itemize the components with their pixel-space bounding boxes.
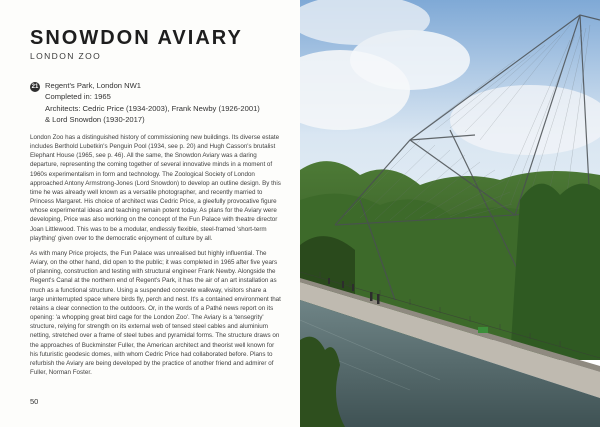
completed-date: Completed in: 1965 xyxy=(45,92,111,102)
address: Regent's Park, London NW1 xyxy=(45,81,142,90)
architects-line-2: & Lord Snowdon (1930-2017) xyxy=(45,115,145,125)
entry-number-badge: 21 xyxy=(31,84,39,90)
page-subtitle: LONDON ZOO xyxy=(30,51,102,61)
building-info xyxy=(45,80,260,126)
aviary-photo-illustration xyxy=(300,0,600,427)
body-paragraph: London Zoo has a distinguished history of commissioning new buildings. Its diverse estate includes Berthold Lubetkin's Penguin Pool (1934, see p. 20) and Hugh Casson's brutalist Elephant House (1965, see p. 46). All the same, the Snowdon Aviary was a daring departure, representing the coming together of several innovative minds in a moment of 1960s experimentalism in form and technology. The Zoological Society of London approached Antony Armstrong-Jones (Lord Snowdon) to develop an outline design. By this time he was already well known as a versatile photographer, and recently married to Princess Margaret. His choice of architect was Cedric Price, a gleefully provocative figure whose experimental ideas and teaching remain potent today. As plans for the Aviary were developing, Price was also working on the concept of the Fun Palace with theatre director Joan Littlewood. This was to be a modular, endlessly flexible, steel-framed 'short-term plaything' given over to the democratic enjoyment of culture by all. xyxy=(30,134,281,242)
aviary-photo xyxy=(300,0,600,427)
page-number: 50 xyxy=(30,397,39,406)
body-paragraph: As with many Price projects, the Fun Palace was unrealised but highly influential. The Aviary, on the other hand, did open to the public; it was completed in 1965 after five years of planning, construction and testing with structural engineer Frank Newby. Alongside the Regent's Canal at the northern end of Regent's Park, it has the air of an art installation as much as a functional structure. Using a suspended concrete walkway, visitors share a large uninterrupted space where birds fly, perch and nest. It's a contained environment that retains a clear connection to the outdoors. Or, in the words of a Pathé news report on its opening: 'a whopping great bird cage for the London Zoo'. The Aviary is a 'tensegrity' structure, relying for strength on its external web of tensed steel cables and aluminium netting, stretched over a frame of steel tubes and pyramidal forms. The structure draws on the approaches of Buckminster Fuller, the American architect and theorist well known for his futuristic geodesic domes, with whom Cedric Price had collaborated before. Plans to refurbish the Aviary are being developed by the practice of another friend and admirer of Fuller, Norman Foster. xyxy=(30,250,281,377)
architects-line-1: Architects: Cedric Price (1934-2003), Frank Newby (1926-2001) xyxy=(45,103,260,113)
page-title: SNOWDON AVIARY xyxy=(30,27,243,49)
